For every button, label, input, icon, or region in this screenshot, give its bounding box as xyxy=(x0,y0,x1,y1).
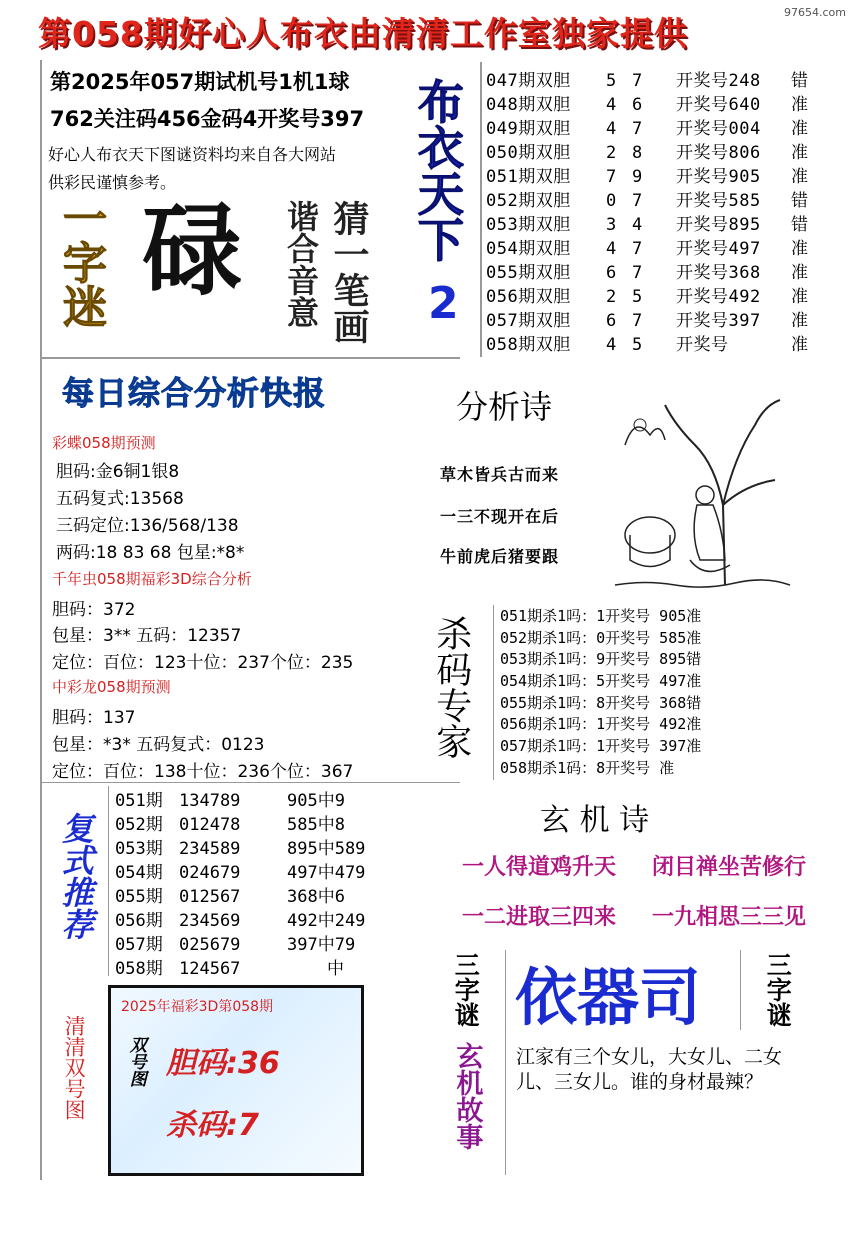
caidie-title: 彩蝶058期预测 xyxy=(52,434,156,452)
double-gall-period: 055期双胆 xyxy=(486,263,571,283)
double-gall-period: 052期双胆 xyxy=(486,191,571,211)
kill-row: 057期杀1吗：1开奖号 397准 xyxy=(500,737,702,756)
fushi-period: 055期 xyxy=(115,887,163,907)
double-gall-row xyxy=(486,258,821,282)
double-gall-result: 准 xyxy=(791,263,809,283)
fushi-period: 054期 xyxy=(115,863,163,883)
trial-line-2: 762关注码456金码4开奖号397 xyxy=(50,107,365,131)
trial-line-1: 第2025年057期试机号1机1球 xyxy=(50,70,350,94)
double-gall-digit-2: 7 xyxy=(632,311,643,331)
qnc-title: 千年虫058期福彩3D综合分析 xyxy=(52,570,252,588)
fushi-row xyxy=(115,930,447,954)
xuanji-line-1a: 一人得道鸡升天 xyxy=(462,855,617,880)
double-gall-row xyxy=(486,162,821,186)
kill-row: 053期杀1吗：9开奖号 895错 xyxy=(500,650,702,669)
double-gall-row xyxy=(486,90,821,114)
fushi-row xyxy=(115,786,447,810)
double-gall-row xyxy=(486,306,821,330)
divider-double-gall xyxy=(480,62,482,357)
double-gall-period: 050期双胆 xyxy=(486,143,571,163)
fushi-numbers: 012478 xyxy=(179,815,241,835)
page-title: 第058期好心人布衣由清清工作室独家提供 xyxy=(38,14,688,53)
double-gall-row xyxy=(486,66,821,90)
double-gall-result: 准 xyxy=(791,119,809,139)
double-gall-result: 错 xyxy=(791,71,809,91)
fushi-numbers: 124567 xyxy=(179,959,241,979)
double-gall-result: 错 xyxy=(791,215,809,235)
double-gall-open: 开奖号585 xyxy=(676,191,761,211)
fushi-row xyxy=(115,882,447,906)
fushi-numbers: 234569 xyxy=(179,911,241,931)
kill-row: 054期杀1吗：5开奖号 497准 xyxy=(500,672,702,691)
double-gall-digit-1: 2 xyxy=(606,287,617,307)
trial-note-1: 好心人布衣天下图谜资料均来自各大网站 xyxy=(48,145,337,164)
double-gall-result: 准 xyxy=(791,239,809,259)
qnc-line-3: 定位：百位：123十位：237个位：235 xyxy=(52,653,354,673)
double-gall-digit-2: 8 xyxy=(632,143,643,163)
divider-top-left xyxy=(40,357,460,359)
sanzi-left-label: 三字谜 xyxy=(451,952,481,1027)
double-gall-digit-2: 7 xyxy=(632,71,643,91)
fushi-divider xyxy=(108,786,109,976)
double-gall-period: 049期双胆 xyxy=(486,119,571,139)
double-gall-period: 058期双胆 xyxy=(486,335,571,355)
double-gall-open: 开奖号397 xyxy=(676,311,761,331)
double-gall-digit-1: 4 xyxy=(606,95,617,115)
double-gall-digit-1: 4 xyxy=(606,335,617,355)
double-gall-result: 准 xyxy=(791,143,809,163)
kill-table xyxy=(500,605,701,779)
double-gall-digit-1: 7 xyxy=(606,167,617,187)
sanzi-right-label: 三字谜 xyxy=(763,952,793,1027)
panel-dan-code: 胆码:36 xyxy=(166,1046,280,1081)
double-number-panel xyxy=(108,985,364,1176)
fushi-result: 497中479 xyxy=(287,863,366,883)
poem-line-3: 牛前虎后猪要跟 xyxy=(440,547,560,566)
riddle-hint-col1: 猜一笔画 xyxy=(328,200,369,344)
double-gall-open: 开奖号492 xyxy=(676,287,761,307)
double-gall-result: 准 xyxy=(791,311,809,331)
double-gall-period: 054期双胆 xyxy=(486,239,571,259)
xuanji-line-2b: 一九相思三三见 xyxy=(652,905,807,930)
double-gall-digit-1: 0 xyxy=(606,191,617,211)
fushi-result: 585中8 xyxy=(287,815,345,835)
double-gall-row xyxy=(486,282,821,306)
fushi-row xyxy=(115,906,447,930)
fushi-result: 368中6 xyxy=(287,887,345,907)
sanzi-divider-left xyxy=(505,950,506,1175)
fushi-result: 397中79 xyxy=(287,935,356,955)
double-gall-row xyxy=(486,210,821,234)
double-gall-result: 准 xyxy=(791,95,809,115)
double-gall-digit-1: 4 xyxy=(606,119,617,139)
fushi-numbers: 134789 xyxy=(179,791,241,811)
panel-side-label: 双号图 xyxy=(125,1036,146,1087)
double-gall-period: 057期双胆 xyxy=(486,311,571,331)
fushi-row xyxy=(115,954,447,978)
double-gall-digit-2: 5 xyxy=(632,287,643,307)
kill-expert-label: 杀码专家 xyxy=(430,615,472,759)
double-gall-period: 051期双胆 xyxy=(486,167,571,187)
zcl-line-2: 包星：*3* 五码复式：0123 xyxy=(52,735,265,755)
double-gall-digit-2: 7 xyxy=(632,119,643,139)
sage-illustration xyxy=(605,385,795,599)
left-frame xyxy=(40,60,42,1180)
xuanji-title: 玄 机 诗 xyxy=(540,803,650,838)
double-gall-open: 开奖号004 xyxy=(676,119,761,139)
double-gall-open: 开奖号248 xyxy=(676,71,761,91)
double-gall-row xyxy=(486,330,821,354)
panel-sha-code: 杀码:7 xyxy=(166,1108,259,1143)
qingqing-label: 清清双号图 xyxy=(62,1015,87,1120)
riddle-side-label: 一字迷 xyxy=(55,196,106,328)
panel-header: 2025年福彩3D第058期 xyxy=(121,999,274,1015)
watermark: 97654.com xyxy=(784,6,846,19)
xuanji-line-1b: 闭目禅坐苦修行 xyxy=(652,855,807,880)
double-gall-open: 开奖号905 xyxy=(676,167,761,187)
qnc-line-2: 包星：3** 五码：12357 xyxy=(52,626,242,646)
fushi-numbers: 234589 xyxy=(179,839,241,859)
double-gall-open: 开奖号895 xyxy=(676,215,761,235)
fushi-result: 492中249 xyxy=(287,911,366,931)
double-gall-digit-2: 5 xyxy=(632,335,643,355)
fushi-period: 058期 xyxy=(115,959,163,979)
double-gall-result: 准 xyxy=(791,167,809,187)
fushi-row xyxy=(115,858,447,882)
double-gall-digit-2: 6 xyxy=(632,95,643,115)
caidie-line-1: 胆码:金6铜1银8 xyxy=(56,462,180,482)
double-gall-row xyxy=(486,138,821,162)
qnc-line-1: 胆码：372 xyxy=(52,600,136,620)
analysis-poem-title: 分析诗 xyxy=(456,388,553,426)
poem-line-2: 一三不现开在后 xyxy=(440,507,560,526)
fushi-numbers: 024679 xyxy=(179,863,241,883)
double-gall-row xyxy=(486,114,821,138)
double-gall-digit-1: 3 xyxy=(606,215,617,235)
double-gall-period: 048期双胆 xyxy=(486,95,571,115)
kill-divider xyxy=(493,605,494,780)
double-gall-digit-2: 4 xyxy=(632,215,643,235)
fushi-row xyxy=(115,810,447,834)
double-gall-open: 开奖号640 xyxy=(676,95,761,115)
kill-row: 058期杀1码：8开奖号 准 xyxy=(500,758,675,777)
kill-row: 055期杀1吗：8开奖号 368错 xyxy=(500,693,702,712)
double-gall-digit-1: 2 xyxy=(606,143,617,163)
double-gall-open: 开奖号 xyxy=(676,335,729,355)
fushi-result: 895中589 xyxy=(287,839,366,859)
double-gall-open: 开奖号806 xyxy=(676,143,761,163)
kill-row: 051期杀1吗：1开奖号 905准 xyxy=(500,607,702,625)
fushi-label: 复式推荐 xyxy=(56,812,95,940)
brand-number: 2 xyxy=(428,278,459,329)
double-gall-period: 047期双胆 xyxy=(486,71,571,91)
double-gall-open: 开奖号368 xyxy=(676,263,761,283)
double-gall-open: 开奖号497 xyxy=(676,239,761,259)
divider-mid-left xyxy=(40,782,460,783)
double-gall-digit-1: 6 xyxy=(606,263,617,283)
sanzi-riddle-words: 依器司 xyxy=(515,961,702,1034)
fushi-numbers: 025679 xyxy=(179,935,241,955)
double-gall-result: 准 xyxy=(791,287,809,307)
fushi-numbers: 012567 xyxy=(179,887,241,907)
caidie-line-2: 五码复式:13568 xyxy=(56,489,184,509)
kill-row: 052期杀1吗：0开奖号 585准 xyxy=(500,628,702,647)
brand-vertical: 布衣天下 xyxy=(410,78,465,262)
double-gall-digit-2: 9 xyxy=(632,167,643,187)
double-gall-table xyxy=(486,66,821,354)
zcl-line-1: 胆码：137 xyxy=(52,708,136,728)
double-gall-result: 错 xyxy=(791,191,809,211)
caidie-line-4: 两码:18 83 68 包星:*8* xyxy=(56,543,245,563)
double-gall-result: 准 xyxy=(791,335,809,355)
riddle-glyph: 碌 xyxy=(142,191,242,309)
caidie-line-3: 三码定位:136/568/138 xyxy=(56,516,239,536)
double-gall-row xyxy=(486,234,821,258)
fushi-result: 905中9 xyxy=(287,791,345,811)
double-gall-digit-2: 7 xyxy=(632,239,643,259)
fushi-table xyxy=(115,786,447,978)
trial-note-2: 供彩民谨慎参考。 xyxy=(48,173,177,192)
fushi-period: 052期 xyxy=(115,815,163,835)
zcl-line-3: 定位：百位：138十位：236个位：367 xyxy=(52,762,354,782)
fushi-row xyxy=(115,834,447,858)
double-gall-digit-1: 5 xyxy=(606,71,617,91)
poem-line-1: 草木皆兵古而来 xyxy=(440,465,560,484)
story-text: 江家有三个女儿，大女儿、二女儿、三女儿。谁的身材最辣？ xyxy=(516,1046,783,1093)
story-label: 玄机故事 xyxy=(451,1042,483,1150)
daily-report-title: 每日综合分析快报 xyxy=(62,374,327,412)
zcl-title: 中彩龙058期预测 xyxy=(52,678,171,696)
fushi-period: 056期 xyxy=(115,911,163,931)
riddle-hint-col2: 谐合音意 xyxy=(282,200,320,328)
fushi-period: 057期 xyxy=(115,935,163,955)
double-gall-digit-1: 4 xyxy=(606,239,617,259)
sanzi-divider-right xyxy=(740,950,741,1030)
double-gall-digit-2: 7 xyxy=(632,263,643,283)
double-gall-period: 056期双胆 xyxy=(486,287,571,307)
double-gall-digit-2: 7 xyxy=(632,191,643,211)
double-gall-row xyxy=(486,186,821,210)
double-gall-period: 053期双胆 xyxy=(486,215,571,235)
fushi-result: 中 xyxy=(327,959,344,979)
fushi-period: 053期 xyxy=(115,839,163,859)
double-gall-digit-1: 6 xyxy=(606,311,617,331)
fushi-period: 051期 xyxy=(115,791,163,811)
xuanji-line-2a: 一二进取三四来 xyxy=(462,905,617,930)
kill-row: 056期杀1吗：1开奖号 492准 xyxy=(500,715,702,734)
